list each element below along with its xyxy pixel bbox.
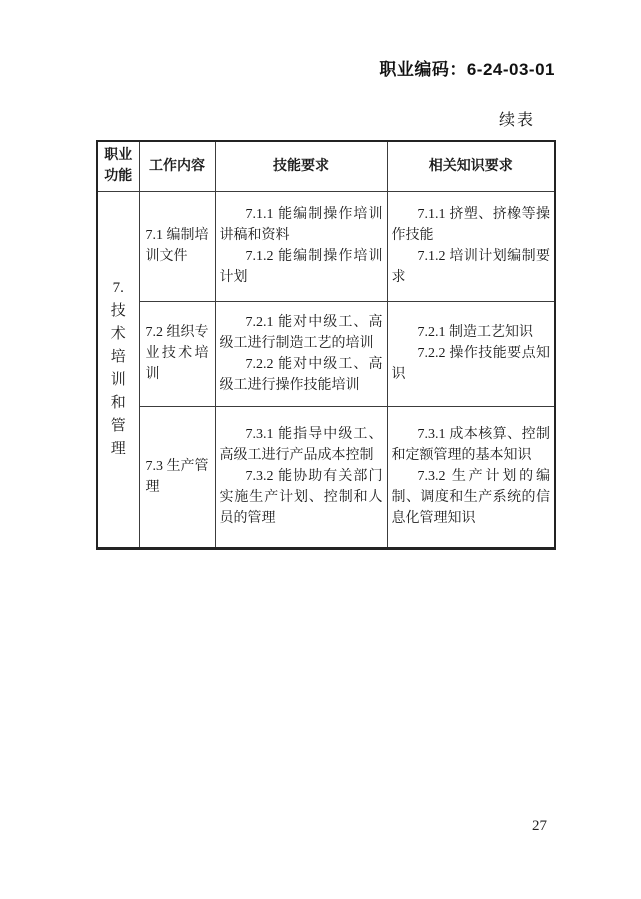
- knowledge-item: 7.2.1 制造工艺知识: [417, 325, 533, 340]
- occupation-code-label: 职业编码：6-24-03-01: [379, 60, 555, 79]
- knowledge-requirements-cell: [387, 301, 555, 406]
- column-header-occupational-function: 职业功能: [97, 141, 139, 191]
- column-header-skill-requirements: 技能要求: [215, 141, 387, 191]
- skill-item: 7.2.2 能对中级工、高级工进行操作技能培训: [219, 356, 383, 393]
- skill-item: 7.1.2 能编制操作培训计划: [219, 249, 383, 285]
- skill-item: 7.1.1 能编制操作培训讲稿和资料: [219, 207, 383, 243]
- knowledge-item: 7.1.1 挤塑、挤橡等操作技能: [391, 207, 550, 243]
- occupational-function-cell: [97, 191, 139, 548]
- table-row: [97, 406, 555, 548]
- knowledge-item: 7.1.2 培训计划编制要求: [391, 249, 550, 285]
- function-name-vertical: 技术培训和管理: [110, 303, 126, 457]
- work-content-cell: 7.1 编制培训文件: [139, 191, 215, 301]
- skill-requirements-cell: [215, 406, 387, 548]
- skill-item: 7.3.2 能协助有关部门实施生产计划、控制和人员的管理: [219, 469, 383, 526]
- work-content-cell: 7.3 生产管理: [139, 406, 215, 548]
- skill-requirements-cell: [215, 301, 387, 406]
- table-row: [97, 191, 555, 301]
- work-content-cell: 7.2 组织专业技术培训: [139, 301, 215, 406]
- occupational-standard-table: [96, 140, 556, 550]
- table-header-row: [97, 141, 555, 191]
- page-number: 27: [532, 818, 547, 834]
- skill-item: 7.2.1 能对中级工、高级工进行制造工艺的培训: [219, 314, 383, 351]
- continued-table-label: 续表: [498, 112, 535, 129]
- table-row: [97, 301, 555, 406]
- knowledge-item: 7.3.2 生产计划的编制、调度和生产系统的信息化管理知识: [391, 469, 550, 526]
- skill-requirements-cell: [215, 191, 387, 301]
- knowledge-requirements-cell: [387, 191, 555, 301]
- knowledge-item: 7.2.2 操作技能要点知识: [391, 346, 550, 382]
- skill-item: 7.3.1 能指导中级工、高级工进行产品成本控制: [219, 427, 383, 463]
- column-header-work-content: 工作内容: [139, 141, 215, 191]
- function-number: 7.: [112, 280, 124, 296]
- column-header-knowledge-requirements: 相关知识要求: [387, 141, 555, 191]
- knowledge-item: 7.3.1 成本核算、控制和定额管理的基本知识: [391, 427, 550, 463]
- knowledge-requirements-cell: [387, 406, 555, 548]
